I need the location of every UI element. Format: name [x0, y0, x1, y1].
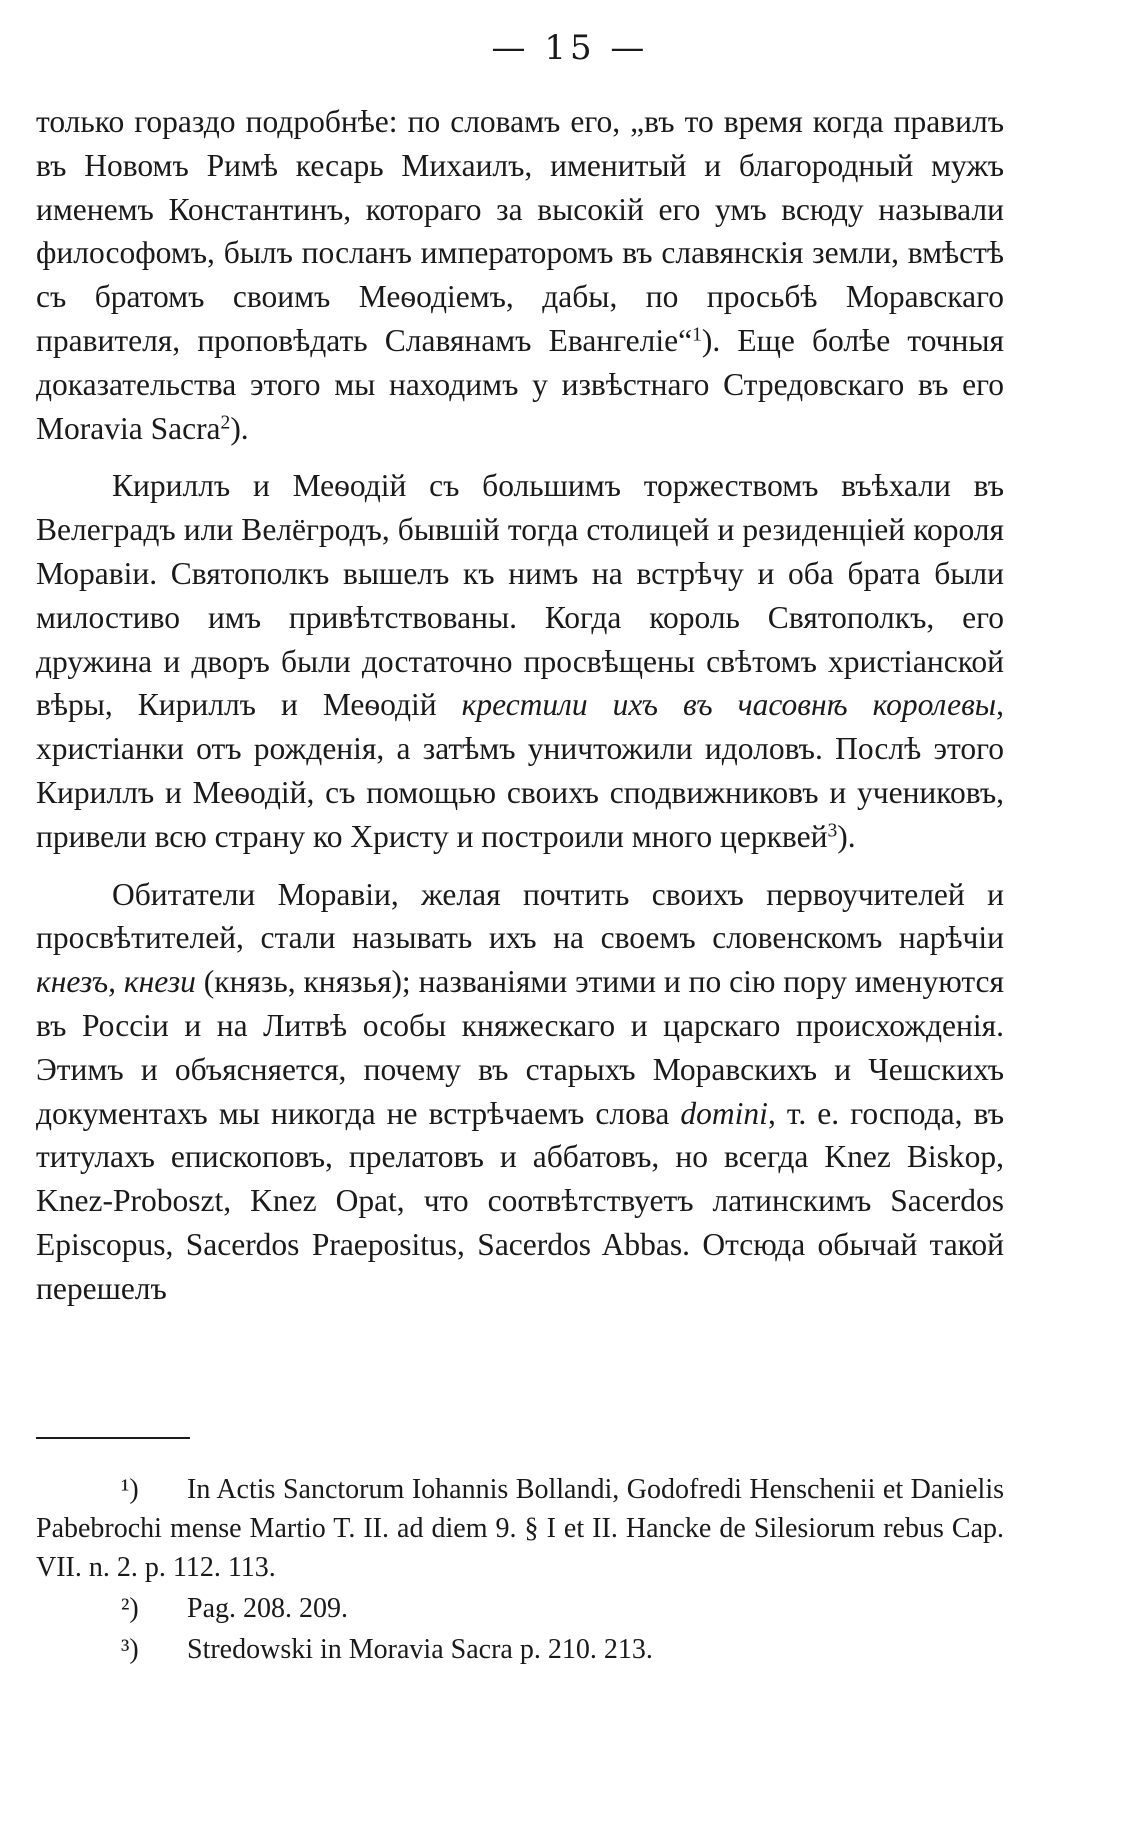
page-number: — 15 — [491, 28, 649, 68]
footnote-marker: ³) [121, 1634, 139, 1665]
footnote-marker: ²) [121, 1593, 139, 1624]
text-span: ). Еще болѣе точныя доказательства этого мы находимъ у извѣстнаго Стредовскаго въ его Moravia Sacra [36, 322, 1004, 446]
text-span: , христіанки отъ рожденія, а затѣмъ уничтожили идоловъ. Послѣ этого Кириллъ и Меѳодій, съ помощью своихъ сподвижниковъ и учениковъ, привели всю страну ко Христу и построили много церквей [36, 687, 1004, 854]
text-span: Обитатели Моравіи, желая почтить своихъ первоучителей и просвѣтителей, стали называть ихъ на своемъ словенскомъ нарѣчіи [36, 876, 1004, 956]
text-span: ). [837, 818, 856, 854]
footnote-1 [36, 1470, 1004, 1587]
footnote-3 [36, 1630, 1004, 1669]
paragraph-2 [36, 464, 1004, 858]
italic-span: domini [680, 1095, 768, 1131]
text-span: ). [230, 410, 249, 446]
footnote-text: Pag. 208. 209. [187, 1593, 348, 1624]
footnote-ref: 2 [220, 411, 231, 433]
footnotes [36, 1470, 1004, 1671]
text-span: (князь, князья); названіями этими и по сію пору именуются въ Россіи и на Литвѣ особы княжескаго и царскаго происхожденія. Этимъ и объясняется, почему въ старыхъ Моравскихъ и Чешскихъ документахъ мы никогда не встрѣчаемъ слова [36, 964, 1004, 1131]
footnote-divider [36, 1437, 190, 1439]
footnote-ref: 3 [827, 820, 838, 842]
text-span: , т. е. господа, въ титулахъ епископовъ, прелатовъ и аббатовъ, но всегда Knez Biskop, Knez-Proboszt, Knez Opat, что соотвѣтствуетъ латинскимъ Sacerdos Episcopus, Sacerdos Praepositus, Sacerdos Abbas. Отсюда обычай такой перешелъ [36, 1095, 1004, 1306]
italic-span: кнезъ, кнези [36, 964, 196, 1000]
footnote-text: In Actis Sanctorum Iohannis Bollandi, Godofredi Henschenii et Danielis Pabebrochi mense Martio T. II. ad diem 9. § I et II. Hancke de Silesiorum rebus Cap. VII. n. 2. p. 112. 113. [36, 1474, 1004, 1583]
paragraph-1 [36, 100, 1004, 450]
italic-span: крестили ихъ въ часовнѣ королевы [461, 687, 997, 723]
paragraph-3 [36, 873, 1004, 1311]
body-text [36, 100, 1004, 1325]
text-span: Кириллъ и Меѳодій съ большимъ торжествомъ въѣхали въ Велеградъ или Велёгродъ, бывшій тогда столицей и резиденціей короля Моравіи. Святополкъ вышелъ къ нимъ на встрѣчу и оба брата были милостиво имъ привѣтствованы. Когда король Святополкъ, его дружина и дворъ были достаточно просвѣщены свѣтомъ христіанской вѣры, Кириллъ и Меѳодій [36, 468, 1004, 723]
footnote-ref: 1 [692, 324, 702, 346]
text-span: только гораздо подробнѣе: по словамъ его, „въ то время когда правилъ въ Новомъ Римѣ кесарь Михаилъ, именитый и благородный мужъ именемъ Константинъ, котораго за высокій его умъ всюду называли философомъ, былъ посланъ императоромъ въ славянскія земли, вмѣстѣ съ братомъ своимъ Меѳодіемъ, дабы, по просьбѣ Моравскаго правителя, проповѣдать Славянамъ Евангеліе“ [36, 104, 1004, 358]
footnote-marker: ¹) [121, 1474, 139, 1505]
footnote-2 [36, 1589, 1004, 1628]
footnote-text: Stredowski in Moravia Sacra p. 210. 213. [187, 1634, 653, 1665]
